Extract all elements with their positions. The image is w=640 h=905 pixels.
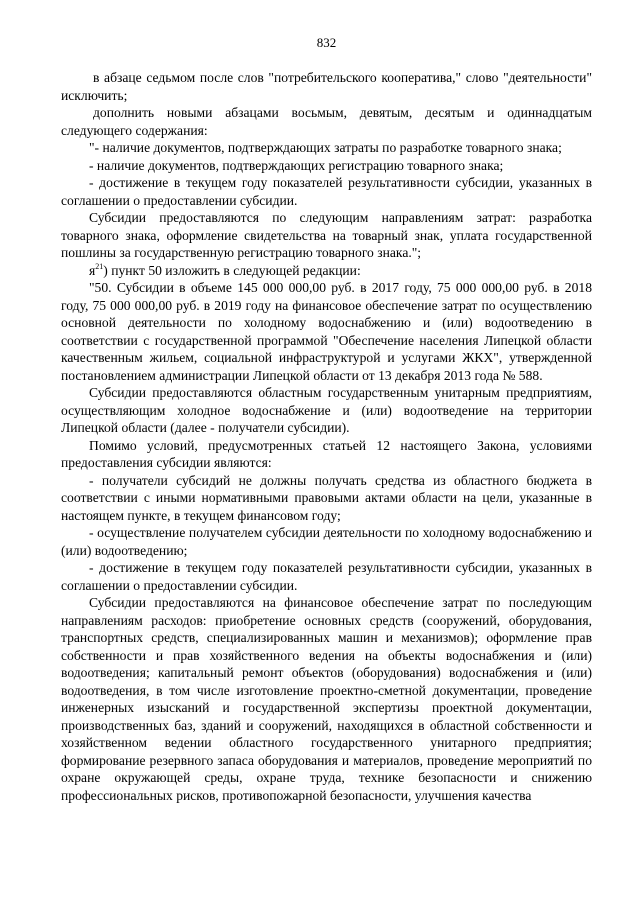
amendment-marker-letter: я bbox=[89, 262, 96, 278]
paragraph-5: - достижение в текущем году показателей результативности субсидии, указанных в соглашении о предоставлении субсидии. bbox=[61, 175, 592, 208]
paragraph-6: Субсидии предоставляются по следующим направлениям затрат: разработка товарного знака, оформление свидетельства на товарный знак, уплата государственной пошлины за государственную регистрацию товарного знака."; bbox=[61, 210, 592, 260]
paragraph-3: "- наличие документов, подтверждающих затраты по разработке товарного знака; bbox=[89, 140, 562, 155]
page-number: 832 bbox=[316, 35, 337, 50]
paragraph-10: Помимо условий, предусмотренных статьей 12 настоящего Закона, условиями предоставления субсидии являются: bbox=[61, 437, 592, 470]
paragraph-1: в абзаце седьмом после слов "потребительского кооператива," слово "деятельности" исключить; bbox=[61, 70, 592, 103]
document-body bbox=[61, 69, 592, 804]
paragraph-11: - получатели субсидий не должны получать средства из областного бюджета в соответствии с иными нормативными правовыми актами области на цели, указанные в настоящем пункте, в текущем финансовом году; bbox=[61, 472, 592, 523]
paragraph-14: Субсидии предоставляются на финансовое обеспечение затрат по последующим направлениям расходов: приобретение основных средств (сооружений, оборудования, транспортных средств, специализированных машин и механизмов); оформление прав собственности и прав хозяйственного ведения на объекты водоснабжения и (или) водоотведения; капитальный ремонт объектов (оборудования) водоснабжения и (или) водоотведения, в том числе изготовление проектно-сметной документации, проведение инженерных изысканий и государственной экспертизы проектной документации, производственных баз, зданий и сооружений, находящихся в областной собственности и хозяйственном ведении областного государственного унитарного предприятия; формирование резервного запаса оборудования и материалов, проведение мероприятий по охране окружающей среды, охране труда, технике безопасности и снижению профессиональных рисков, противопожарной безопасности, улучшения качества bbox=[61, 595, 592, 803]
paragraph-12: - осуществление получателем субсидии деятельности по холодному водоснабжению и (или) водоотведению; bbox=[61, 525, 592, 558]
paragraph-7-text: пункт 50 изложить в следующей редакции: bbox=[111, 262, 361, 278]
paragraph-4: - наличие документов, подтверждающих регистрацию товарного знака; bbox=[89, 157, 504, 173]
paragraph-9: Субсидии предоставляются областным государственным унитарным предприятиям, осуществляющим холодное водоснабжение и (или) водоотведение на территории Липецкой области (далее - получатели субсидии). bbox=[61, 385, 592, 435]
amendment-marker-superscript: 21 bbox=[95, 261, 104, 271]
paragraph-13: - достижение в текущем году показателей результативности субсидии, указанных в соглашении о предоставлении субсидии. bbox=[61, 560, 592, 593]
paragraph-7 bbox=[61, 262, 592, 280]
paragraph-2: дополнить новыми абзацами восьмым, девятым, десятым и одиннадцатым следующего содержания: bbox=[61, 105, 592, 138]
amendment-marker-closing: ) bbox=[103, 262, 108, 278]
paragraph-8: "50. Субсидии в объеме 145 000 000,00 руб. в 2017 году, 75 000 000,00 руб. в 2018 году, 75 000 000,00 руб. в 2019 году на финансовое обеспечение затрат по осуществлению основной деятельности по холодному водоснабжению и (или) водоотведению в соответствии с государственной программой "Обеспечение населения Липецкой области качественным жильем, социальной инфраструктурой и услугами ЖКХ", утвержденной постановлением администрации Липецкой области от 13 декабря 2013 года № 588. bbox=[61, 280, 592, 383]
